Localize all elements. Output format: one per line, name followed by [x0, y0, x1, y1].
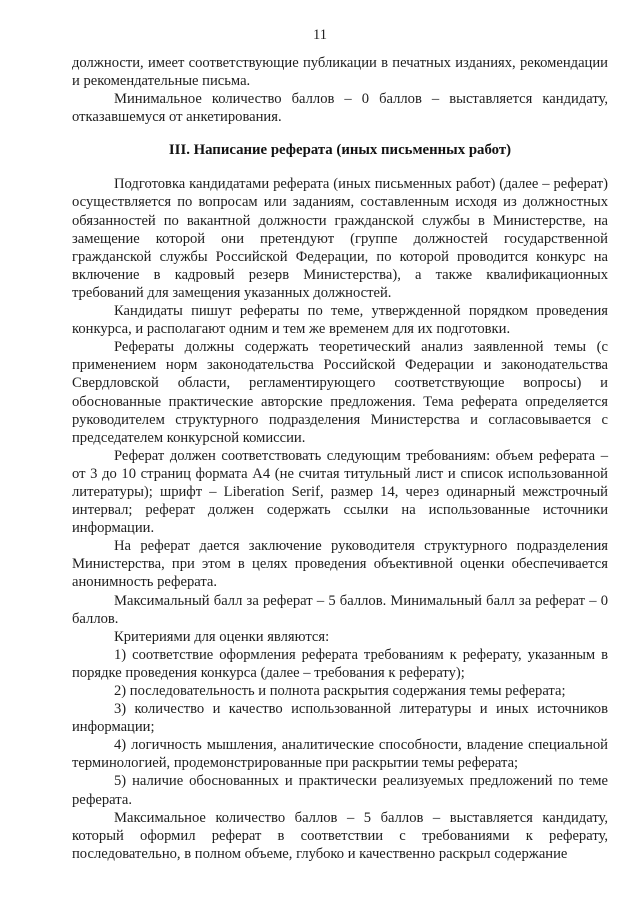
- criteria-item: 5) наличие обоснованных и практически реализуемых предложений по теме реферата.: [72, 773, 608, 808]
- paragraph: Реферат должен соответствовать следующим требованиям: объем реферата – от 3 до 10 страниц формата А4 (не считая титульный лист и список использованной литературы); шрифт – Liberation Serif, размер 14, через одинарный межстрочный интервал; реферат должен содержать ссылки на использованные источники информации.: [72, 447, 608, 537]
- paragraph: Кандидаты пишут рефераты по теме, утвержденной порядком проведения конкурса, и располагают одним и тем же временем для их подготовки.: [72, 303, 608, 338]
- paragraph: Максимальное количество баллов – 5 баллов – выставляется кандидату, который оформил реферат в соответствии с требованиями к реферату, последовательно, в полном объеме, глубоко и качественно раскрыл содержание: [72, 809, 608, 862]
- criteria-item: 3) количество и качество использованной литературы и иных источников информации;: [72, 701, 608, 736]
- paragraph: Подготовка кандидатами реферата (иных письменных работ) (далее – реферат) осуществляется по вопросам или заданиям, составленным исходя из должностных обязанностей по вакантной должности гражданской службы в Министерстве, на замещение которой они претендуют (группе должностей государственной гражданской службы Российской Федерации, по которой проводится конкурс на включение в кадровый резерв Министерства), а также квалификационных требований для замещения указанных должностей.: [72, 176, 608, 301]
- section-title: III. Написание реферата (иных письменных работ): [168, 142, 512, 159]
- paragraph: На реферат дается заключение руководителя структурного подразделения Министерства, при этом в целях проведения объективной оценки обеспечивается анонимность реферата.: [72, 538, 608, 591]
- paragraph: Минимальное количество баллов – 0 баллов – выставляется кандидату, отказавшемуся от анкетирования.: [72, 91, 608, 126]
- paragraph: должности, имеет соответствующие публикации в печатных изданиях, рекомендации и рекомендательные письма.: [72, 55, 608, 90]
- paragraph: Максимальный балл за реферат – 5 баллов. Минимальный балл за реферат – 0 баллов.: [72, 592, 608, 627]
- criteria-item: 1) соответствие оформления реферата требованиям к реферату, указанным в порядке проведения конкурса (далее – требования к реферату);: [72, 646, 608, 681]
- page-number: 11: [313, 27, 327, 43]
- criteria-item: 2) последовательность и полнота раскрытия содержания темы реферата;: [114, 683, 566, 699]
- document-body: [72, 54, 608, 863]
- paragraph: Критериями для оценки являются:: [114, 628, 330, 645]
- paragraph: Рефераты должны содержать теоретический анализ заявленной темы (с применением норм законодательства Российской Федерации и законодательства Свердловской области, регламентирующего соответствующие вопросы) и обоснованные практические авторские предложения. Тема реферата определяется руководителем структурного подразделения Министерства и согласовывается с председателем конкурсной комиссии.: [72, 339, 608, 446]
- criteria-item: 4) логичность мышления, аналитические способности, владение специальной терминологией, продемонстрированные при раскрытии темы реферата;: [72, 737, 608, 772]
